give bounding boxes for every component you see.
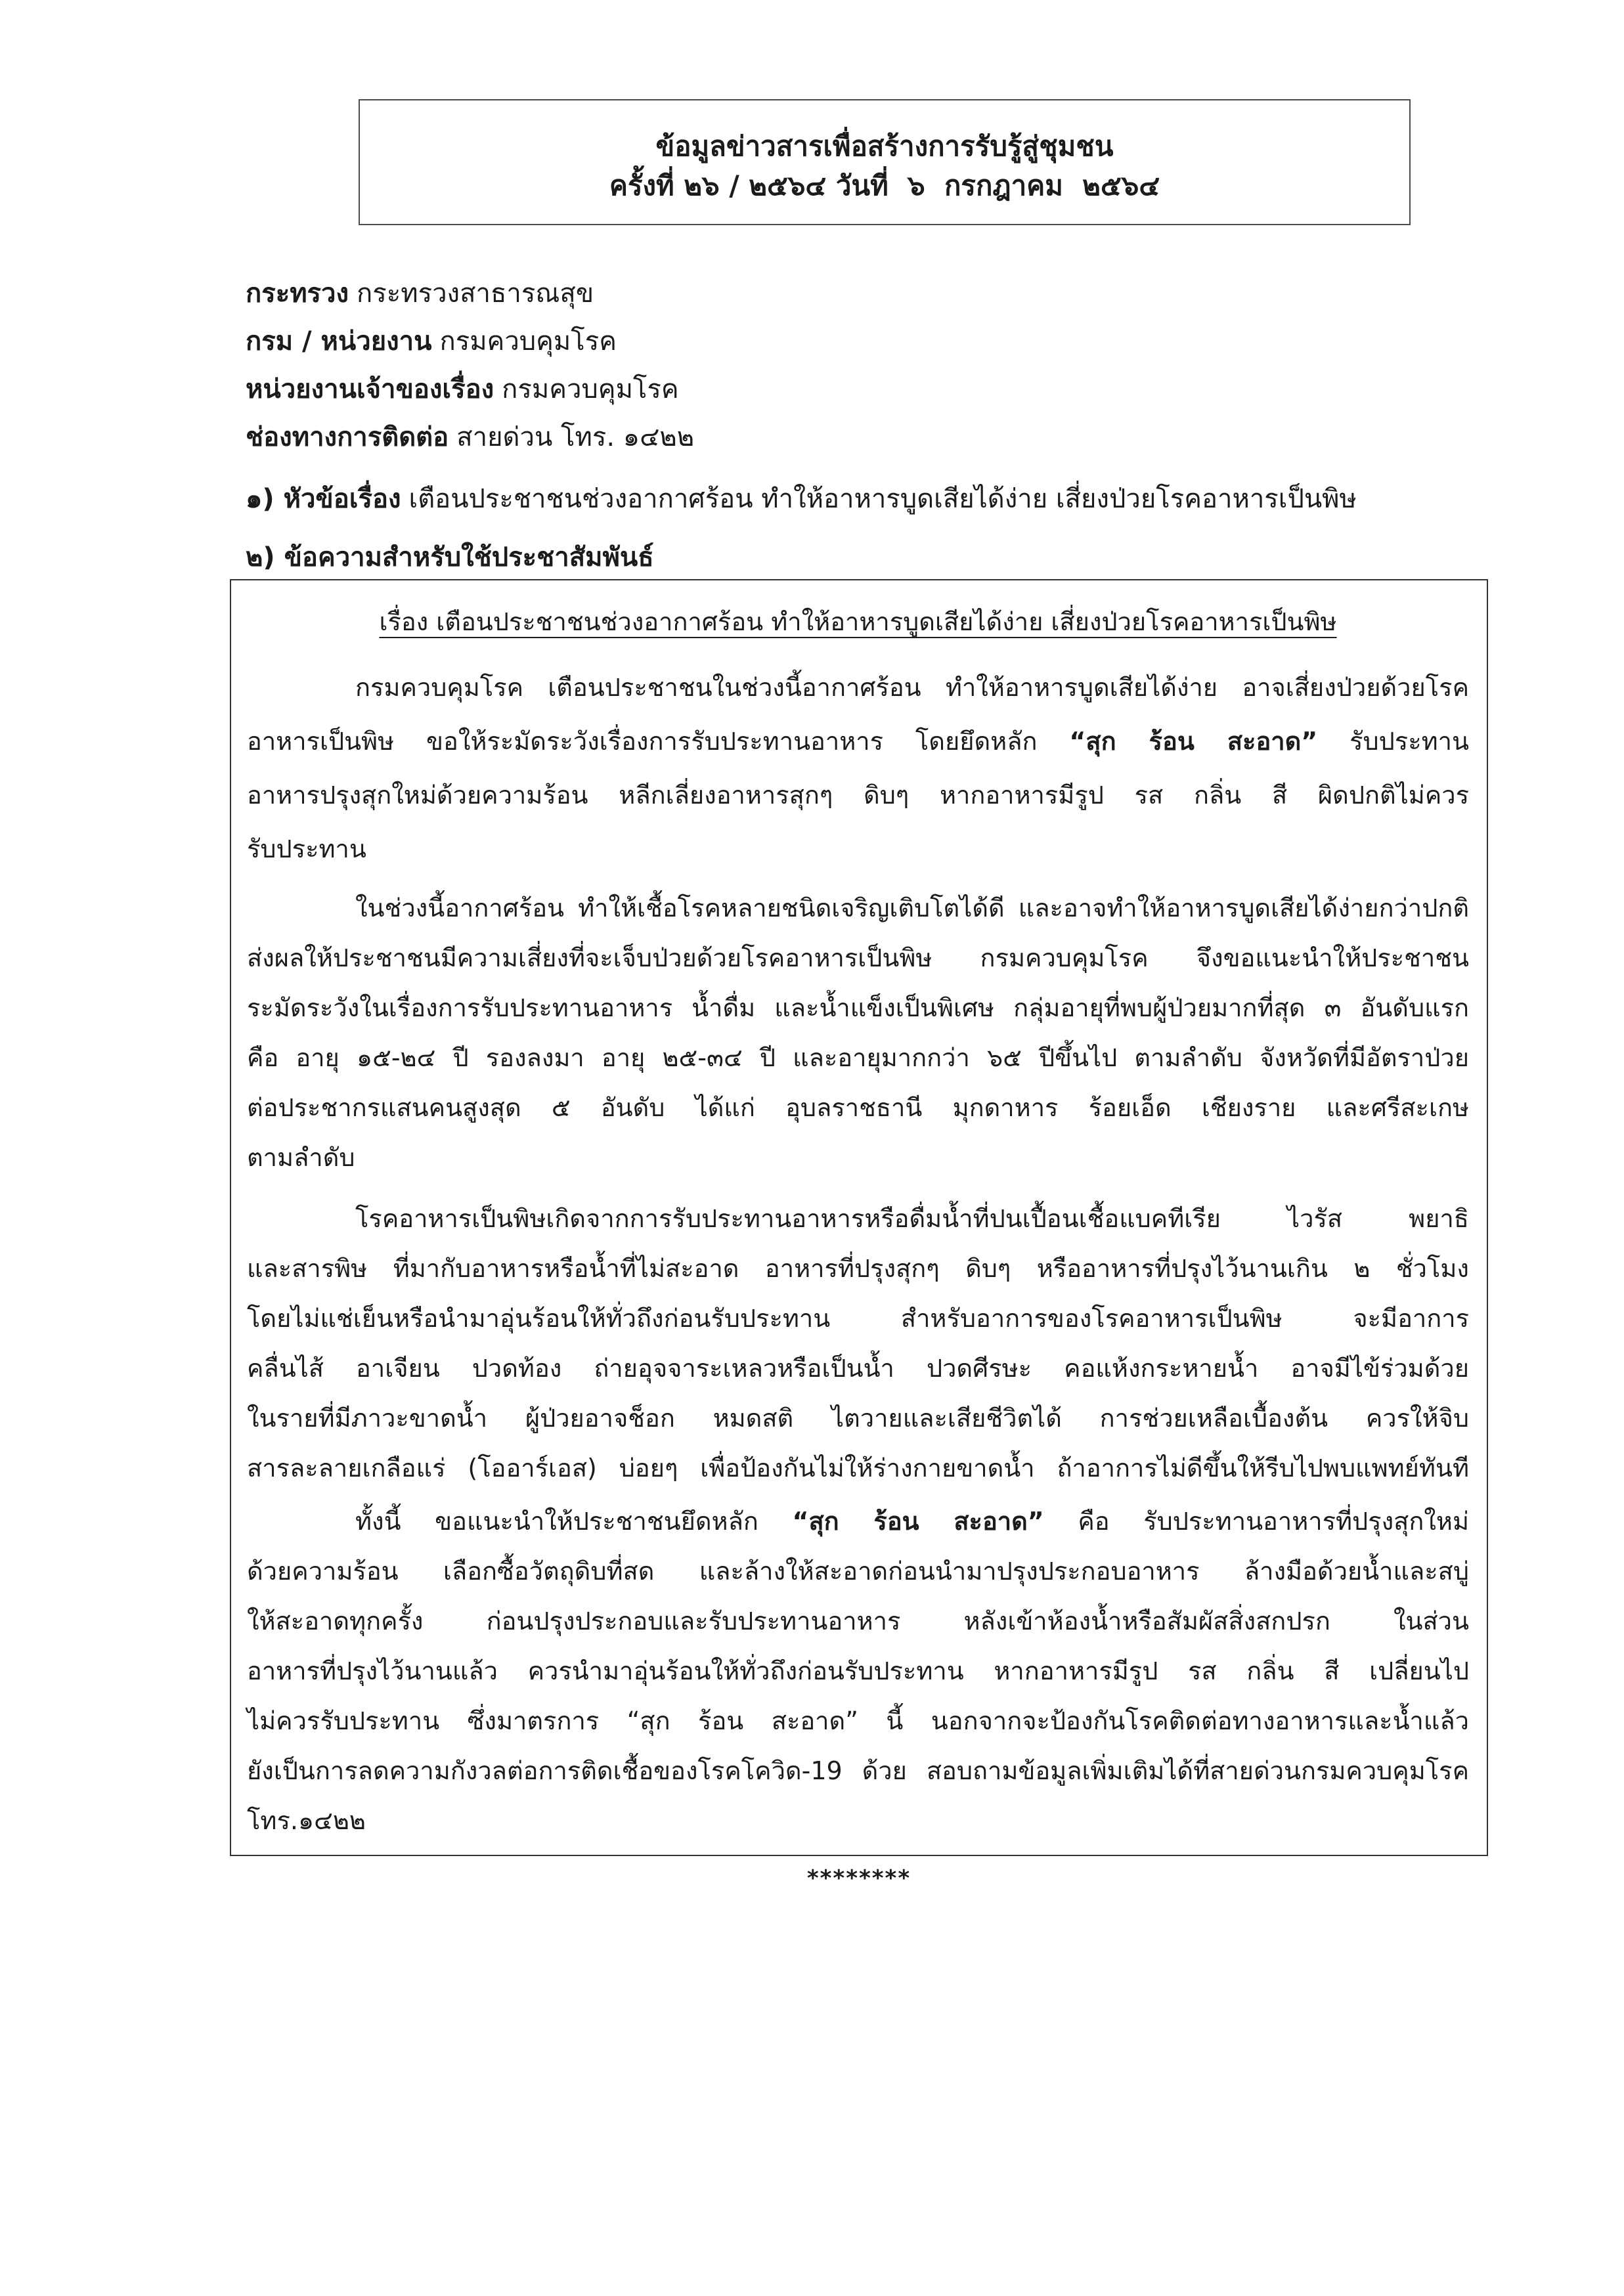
department-label: กรม / หน่วยงาน [246,326,432,357]
document-title: ข้อมูลข่าวสารเพื่อสร้างการรับรู้สู่ชุมชน [655,130,1114,162]
paragraph-line: ส่งผลให้ประชาชนมีความเสี่ยงที่จะเจ็บป่วยด้วยโรคอาหารเป็นพิษ กรมควบคุมโรค จึงขอแนะนำให้ประชาชน [247,943,1469,972]
ministry-row [246,270,1488,318]
paragraph-line: ระมัดระวังในเรื่องการรับประทานอาหาร น้ำดื่ม และน้ำแข็งเป็นพิเศษ กลุ่มอายุที่พบผู้ป่วยมากที่สุด ๓ อันดับแรก [247,993,1469,1022]
message-section-label: ๒) ข้อความสำหรับใช้ประชาสัมพันธ์ [246,542,654,573]
paragraph-line: คลื่นไส้ อาเจียน ปวดท้อง ถ่ายอุจจาระเหลวหรือเป็นน้ำ ปวดศีรษะ คอแห้งกระหายน้ำ อาจมีไข้ร่วมด้วย [247,1354,1469,1383]
topic-value: เตือนประชาชนช่วงอากาศร้อน ทำให้อาหารบูดเสียได้ง่าย เสี่ยงป่วยโรคอาหารเป็นพิษ [408,484,1357,514]
ministry-label: กระทรวง [246,278,349,309]
topic-label: ๑) หัวข้อเรื่อง [246,484,401,514]
paragraph-line: ในช่วงนี้อากาศร้อน ทำให้เชื้อโรคหลายชนิดเจริญเติบโตได้ดี และอาจทำให้อาหารบูดเสียได้ง่ายกว่าปกติ [355,894,1469,922]
paragraph-1 [247,661,1469,876]
emphasis-text: “สุก ร้อน สะอาด” [1069,727,1318,756]
emphasis-text: “สุก ร้อน สะอาด” [792,1507,1044,1536]
document-header-box [359,99,1411,225]
paragraph-line: ต่อประชากรแสนคนสูงสุด ๕ อันดับ ได้แก่ อุบลราชธานี มุกดาหาร ร้อยเอ็ด เชียงราย และศรีสะเกษ [247,1093,1469,1122]
end-mark: ******** [806,1865,911,1892]
contact-row [246,414,1488,462]
paragraph-line: โรคอาหารเป็นพิษเกิดจากการรับประทานอาหารหรือดื่มน้ำที่ปนเปื้อนเชื้อแบคทีเรีย ไวรัส พยาธิ [355,1204,1469,1233]
message-content [230,579,1488,1895]
paragraph-line: ด้วยความร้อน เลือกซื้อวัตถุดิบที่สด และล้างให้สะอาดก่อนนำมาปรุงประกอบอาหาร ล้างมือด้วยน้ำและสบู่ [247,1557,1469,1586]
paragraph-line: สารละลายเกลือแร่ (โออาร์เอส) บ่อยๆ เพื่อป้องกันไม่ให้ร่างกายขาดน้ำ ถ้าอาการไม่ดีขึ้นให้รีบไปพบแพทย์ทันที [247,1454,1469,1483]
paragraph-line: และสารพิษ ที่มากับอาหารหรือน้ำที่ไม่สะอาด อาหารที่ปรุงสุกๆ ดิบๆ หรืออาหารที่ปรุงไว้นานเกิน ๒ ชั่วโมง [247,1254,1469,1283]
paragraph-line: ยังเป็นการลดความกังวลต่อการติดเชื้อของโรคโควิด-19 ด้วย สอบถามข้อมูลเพิ่มเติมได้ที่สายด่วนกรมควบคุมโรค [247,1756,1469,1785]
paragraph-line: รับประทาน [247,834,366,863]
paragraph-line [247,714,1469,768]
paragraph-line: อาหารปรุงสุกใหม่ด้วยความร้อน หลีกเลี่ยงอาหารสุกๆ ดิบๆ หากอาหารมีรูป รส กลิ่น สี ผิดปกติไม่ควร [247,781,1469,810]
line-text: รับประทาน [1317,727,1469,756]
message-title: เรื่อง เตือนประชาชนช่วงอากาศร้อน ทำให้อาหารบูดเสียได้ง่าย เสี่ยงป่วยโรคอาหารเป็นพิษ [379,607,1337,636]
paragraph-line: โทร.๑๔๒๒ [247,1806,366,1835]
ministry-value: กระทรวงสาธารณสุข [357,278,594,309]
contact-label: ช่องทางการติดต่อ [246,422,449,452]
paragraph-line: คือ อายุ ๑๕-๒๔ ปี รองลงมา อายุ ๒๕-๓๔ ปี และอายุมากกว่า ๖๕ ปีขึ้นไป ตามลำดับ จังหวัดที่มีอัตราป่วย [247,1043,1469,1072]
paragraph-line: ในรายที่มีภาวะขาดน้ำ ผู้ป่วยอาจช็อก หมดสติ ไตวายและเสียชีวิตได้ การช่วยเหลือเบื้องต้น ควรให้จิบ [247,1404,1469,1433]
owner-value: กรมควบคุมโรค [502,374,679,404]
contact-value: สายด่วน โทร. ๑๔๒๒ [456,422,695,452]
paragraph-line: กรมควบคุมโรค เตือนประชาชนในช่วงนี้อากาศร้อน ทำให้อาหารบูดเสียได้ง่าย อาจเสี่ยงป่วยด้วยโรค [355,673,1469,702]
line-text: อาหารเป็นพิษ ขอให้ระมัดระวังเรื่องการรับประทานอาหาร โดยยึดหลัก [247,727,1070,756]
line-text: ทั้งนี้ ขอแนะนำให้ประชาชนยึดหลัก [355,1507,793,1536]
topic-row [246,476,1488,522]
department-row [246,318,1488,366]
owner-row [246,366,1488,414]
line-text: คือ รับประทานอาหารที่ปรุงสุกใหม่ [1043,1507,1469,1536]
paragraph-line: ตามลำดับ [247,1143,355,1172]
paragraph-2 [247,883,1469,1182]
paragraph-line: ให้สะอาดทุกครั้ง ก่อนปรุงประกอบและรับประทานอาหาร หลังเข้าห้องน้ำหรือสัมผัสสิ่งสกปรก ในส่วน [247,1607,1469,1635]
message-box [230,579,1488,1856]
paragraph-4 [247,1496,1469,1846]
document-info [246,270,1488,462]
paragraph-line: ไม่ควรรับประทาน ซึ่งมาตรการ “สุก ร้อน สะอาด” นี้ นอกจากจะป้องกันโรคติดต่อทางอาหารและน้ำแล้ว [247,1706,1469,1735]
paragraph-3 [247,1194,1469,1493]
paragraph-line [247,1496,1469,1546]
issue-line: ครั้งที่ ๒๖ / ๒๕๖๔ วันที่ ๖ กรกฎาคม ๒๕๖๔ [609,169,1160,202]
paragraph-line: อาหารที่ปรุงไว้นานแล้ว ควรนำมาอุ่นร้อนให้ทั่วถึงก่อนรับประทาน หากอาหารมีรูป รส กลิ่น สี เปลี่ยนไป [247,1657,1469,1685]
department-value: กรมควบคุมโรค [439,326,617,357]
owner-label: หน่วยงานเจ้าของเรื่อง [246,374,494,404]
paragraph-line: โดยไม่แช่เย็นหรือนำมาอุ่นร้อนให้ทั่วถึงก่อนรับประทาน สำหรับอาการของโรคอาหารเป็นพิษ จะมีอาการ [247,1304,1469,1333]
